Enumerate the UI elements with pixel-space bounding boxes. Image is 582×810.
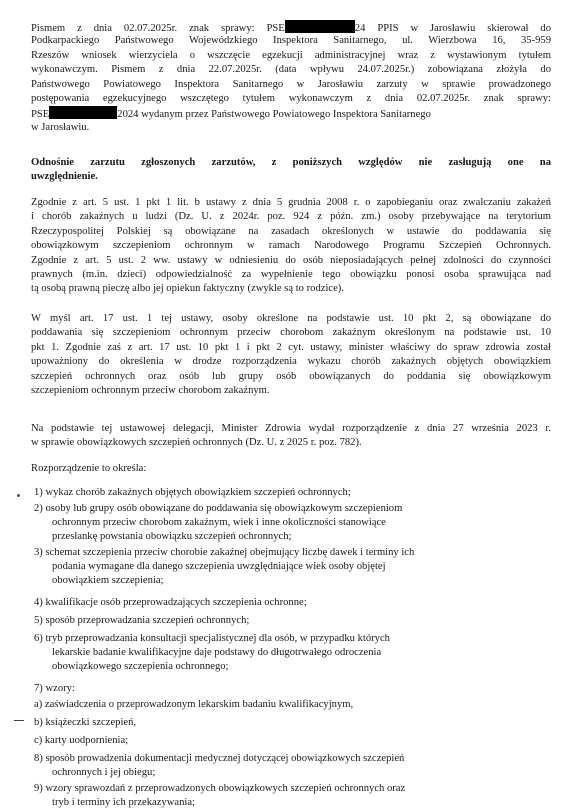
text-line: Państwowego Powiatowego Inspektora Sanitarnego w Jarosławiu zarzuty w sprawie prowadzonego xyxy=(31,78,551,90)
list-item: a) zaświadczenia o przeprowadzonym lekarskim badaniu kwalifikacyjnym, xyxy=(34,699,354,710)
list-item: c) karty uodpornienia; xyxy=(34,735,129,746)
list-item: przesłankę powstania obowiązku szczepień ochronnych; xyxy=(52,531,292,542)
list-item: 2) osoby lub grupy osób obowiązane do poddawania się obowiązkowym szczepieniom xyxy=(34,503,403,514)
text-line: wykonawczym. Pismem z dnia 22.07.2025r. (data wpływu 24.07.2025r.) zobowiązana złożyła do xyxy=(31,64,551,76)
list-item: tryb i terminy ich przekazywania; xyxy=(52,797,195,808)
text-line: Zgodnie z art. 5 ust. 2 ww. ustawy w odniesieniu do osób nieposiadających pełnej zdolności do czynności xyxy=(31,254,551,266)
text-line: szczepieniom ochronnym przeciw chorobom zakaźnym. xyxy=(31,384,270,396)
list-item: 8) sposób prowadzenia dokumentacji medycznej dotyczącej obowiązkowych szczepień xyxy=(34,753,405,764)
list-item: obowiązkiem szczepienia; xyxy=(52,575,164,586)
text-line: w sprawie obowiązkowych szczepień ochronnych (Dz. U. z 2025 r. poz. 782). xyxy=(31,437,362,449)
text-line: pkt 1. Zgodnie zaś z art. 17 ust. 10 pkt 1 i pkt 2 cyt. ustawy, minister właściwy do spraw zdrowia został xyxy=(31,341,551,353)
text-line: i chorób zakaźnych u ludzi (Dz. U. z 2024r. poz. 924 z późn. zm.) osoby przebywające na terytorium xyxy=(31,211,551,223)
list-item: 7) wzory: xyxy=(34,683,75,694)
list-item: podania wymagane dla danego szczepienia uwzględniające wiek osoby objętej xyxy=(52,561,386,572)
redaction-block xyxy=(285,20,355,33)
text-line: szczepień ochronnych oraz osób lub grupy osób obowiązanych do poddania się obowiązkowym xyxy=(31,370,551,382)
list-item: 3) schemat szczepienia przeciw chorobie zakaźnej obejmujący liczbę dawek i terminy ich xyxy=(34,547,415,558)
paragraph-conclusion xyxy=(31,156,551,185)
margin-mark xyxy=(17,494,20,497)
list-item: ochronnym przeciw chorobom zakaźnym, wiek i inne okoliczności stanowiące xyxy=(52,517,386,528)
list-item: lekarskie badanie kwalifikacyjne daje podstawy do długotrwałego odroczenia xyxy=(52,647,382,658)
list-item: b) książeczki szczepień, xyxy=(34,717,137,728)
text-line: W myśl art. 17 ust. 1 tej ustawy, osoby określone na podstawie ust. 10 pkt 2, są obowiązane do xyxy=(31,313,551,324)
list-item: 9) wzory sprawozdań z przeprowadzonych obowiązkowych szczepień ochronnych oraz xyxy=(34,783,406,794)
text-line: w Jarosławiu. xyxy=(31,121,90,133)
text-line: Na podstawie tej ustawowej delegacji, Minister Zdrowia wydał rozporządzenie z dnia 27 września 2023 r. xyxy=(31,423,551,434)
paragraph-intro xyxy=(31,20,551,135)
list-item: 5) sposób przeprowadzania szczepień ochronnych; xyxy=(34,615,250,626)
text-line: Odnośnie zarzutu zgłoszonych zarzutów, z poniższych względów nie zasługują one na xyxy=(31,157,551,168)
text-line: PSE 2024 wydanym przez Państwowego Powiatowego Inspektora Sanitarnego xyxy=(31,106,551,120)
text-line: obowiązkowym szczepieniom ochronnym w ramach Narodowego Programu Szczepień Ochronnych. xyxy=(31,240,551,252)
list-item: obowiązkowego szczepienia ochronnego; xyxy=(52,661,229,672)
paragraph-regulation xyxy=(31,422,551,451)
redaction-block xyxy=(49,106,117,119)
paragraph-art5 xyxy=(31,196,551,297)
text-line: postępowania egzekucyjnego wszczętego tytułem wykonawczym z dnia 02.07.2025r. znak sprawy: xyxy=(31,92,551,104)
text-line: Rzeszów wniosek wierzyciela o wszczęcie egzekucji administracyjnej wraz z wystawionym tytułem xyxy=(31,49,551,61)
text-line: poddawania się szczepieniom ochronnym przeciw chorobom zakaźnym określonym na podstawie ust. 10 xyxy=(31,327,551,339)
text-line: tą osobą prawną pieczę albo jej opiekun faktyczny (zwykle są to rodzice). xyxy=(31,283,344,295)
text-line: Podkarpackiego Państwowego Wojewódzkiego Inspektora Sanitarnego, ul. Wierzbowa 16, 35-959 xyxy=(31,35,551,47)
list-item: ochronnych i jej obiegu; xyxy=(52,767,156,778)
text-line: prawnych (m.in. dzieci) odpowiedzialność za wypełnienie tego obowiązku ponosi osoba sprawująca nad xyxy=(31,268,551,280)
text-line: Rozporządzenie to określa: xyxy=(31,463,147,474)
list-item: 6) tryb przeprowadzania konsultacji specjalistycznej dla osób, w przypadku których xyxy=(34,633,390,644)
list-item: 1) wykaz chorób zakaźnych objętych obowiązkiem szczepień ochronnych; xyxy=(34,487,351,498)
paragraph-list-intro xyxy=(31,462,551,476)
text-line: Pismem z dnia 02.07.2025r. znak sprawy: PSE 24 PPIS w Jarosławiu skierował do xyxy=(31,20,551,34)
margin-mark xyxy=(14,720,24,721)
text-line: uwzględnienie. xyxy=(31,171,98,183)
text-line: Zgodnie z art. 5 ust. 1 pkt 1 lit. b ustawy z dnia 5 grudnia 2008 r. o zapobieganiu oraz zwalczaniu zakażeń xyxy=(31,197,551,208)
paragraph-art17 xyxy=(31,312,551,398)
text-line: upoważniony do określenia w drodze rozporządzenia wykazu chorób zakaźnych objętych obowiązkiem xyxy=(31,356,551,368)
list-item: 4) kwalifikacje osób przeprowadzających szczepienia ochronne; xyxy=(34,597,307,608)
text-line: Rzeczypospolitej Polskiej są obowiązane na zasadach określonych w ustawie do poddawania się xyxy=(31,225,551,237)
